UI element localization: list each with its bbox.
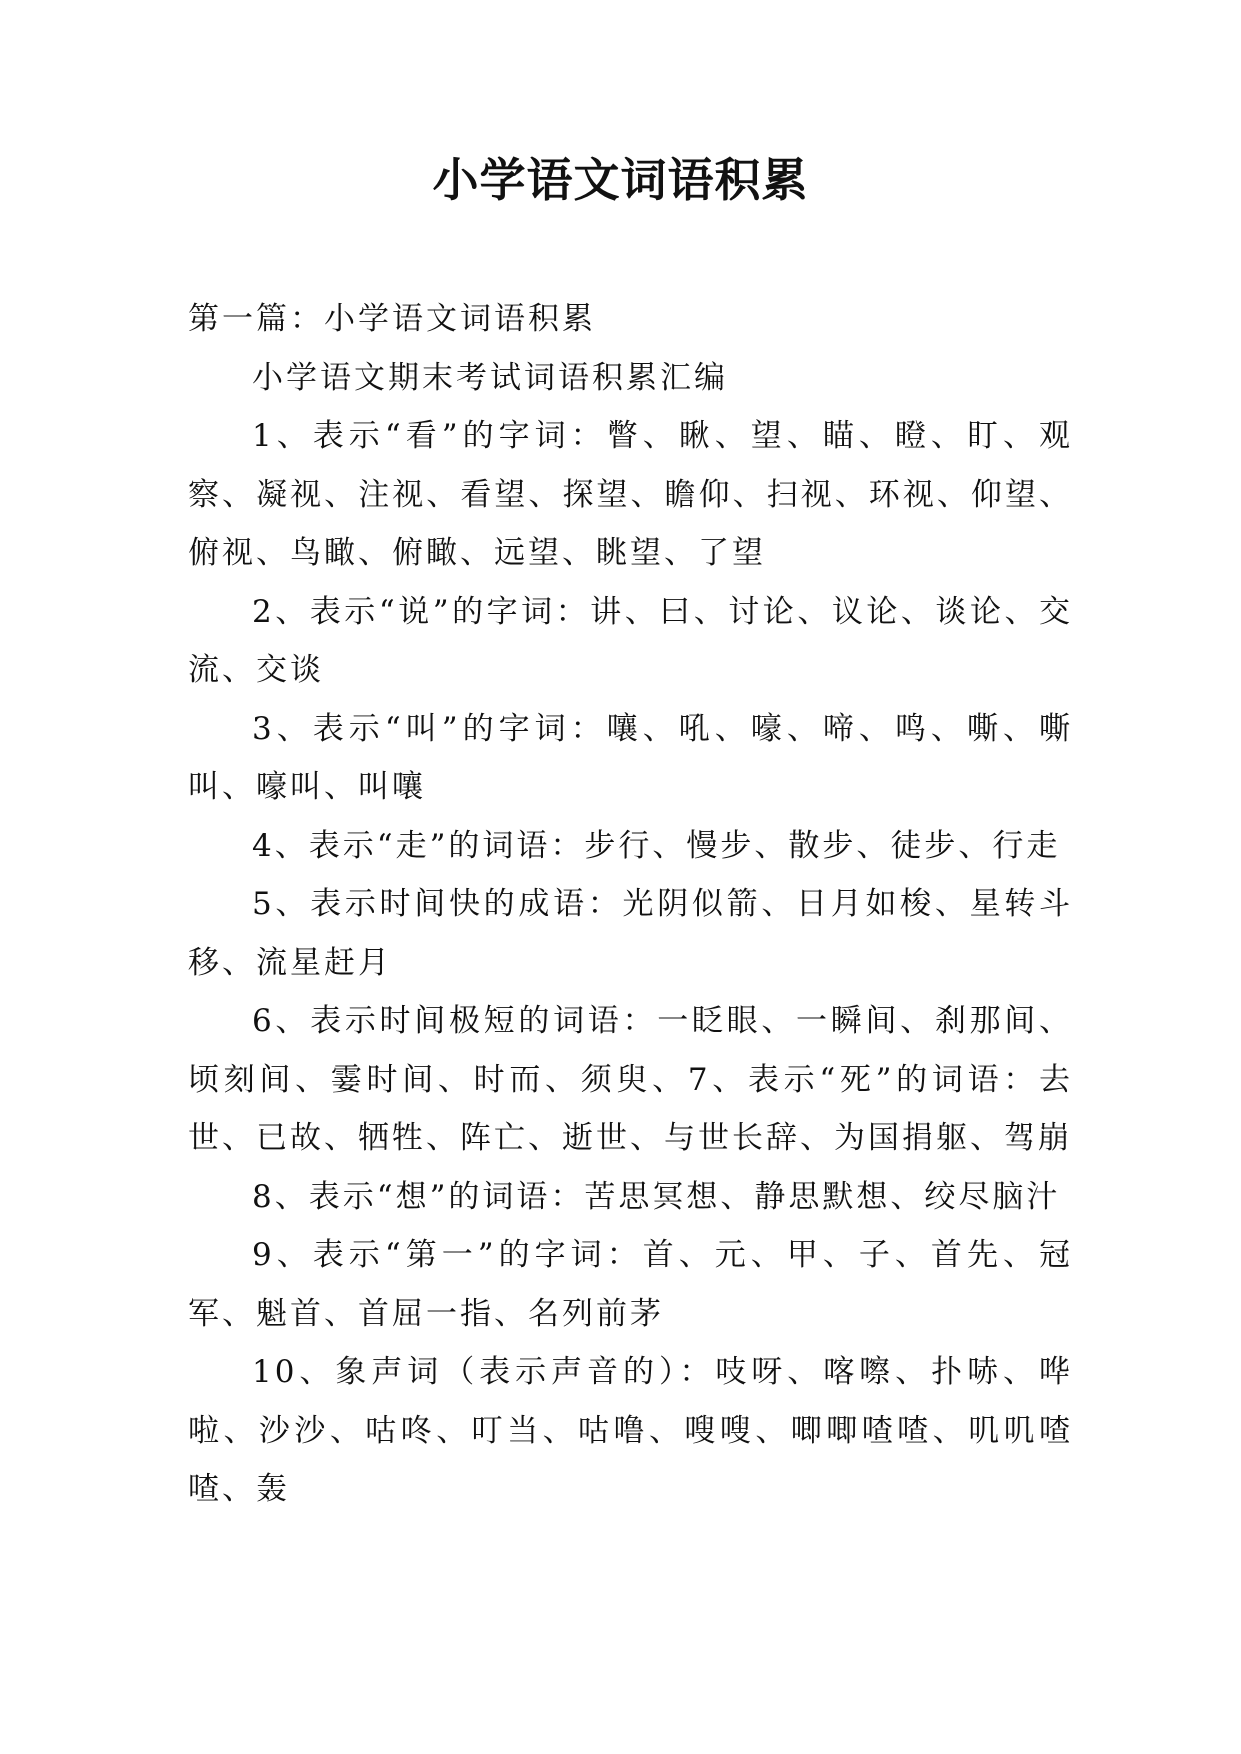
document-title: 小学语文词语积累	[432, 153, 809, 207]
list-item: 10、象声词（表示声音的）：吱呀、喀嚓、扑哧、哗啦、沙沙、咕咚、叮当、咕噜、嗖嗖、唧唧喳喳、叽叽喳喳、轰	[188, 1354, 1073, 1507]
list-item: 6、表示时间极短的词语：一眨眼、一瞬间、刹那间、顷刻间、霎时间、时而、须臾、7、表示“死”的词语：去世、已故、牺牲、阵亡、逝世、与世长辞、为国捐躯、驾崩	[188, 1003, 1073, 1156]
list-item: 1、表示“看”的字词：瞥、瞅、望、瞄、瞪、盯、观察、凝视、注视、看望、探望、瞻仰、扫视、环视、仰望、俯视、鸟瞰、俯瞰、远望、眺望、了望	[188, 418, 1073, 571]
section-heading: 第一篇：小学语文词语积累	[188, 301, 596, 337]
list-item: 9、表示“第一”的字词：首、元、甲、子、首先、冠军、魁首、首屈一指、名列前茅	[188, 1237, 1073, 1332]
list-item: 8、表示“想”的词语：苦思冥想、静思默想、绞尽脑汁	[252, 1178, 1061, 1215]
list-item: 3、表示“叫”的字词：嚷、吼、嚎、啼、鸣、嘶、嘶叫、嚎叫、叫嚷	[188, 710, 1073, 805]
list-item: 4、表示“走”的词语：步行、慢步、散步、徒步、行走	[252, 827, 1061, 864]
document-body	[188, 290, 1073, 1519]
list-item: 5、表示时间快的成语：光阴似箭、日月如梭、星转斗移、流星赶月	[188, 886, 1073, 981]
list-item: 2、表示“说”的字词：讲、曰、讨论、议论、谈论、交流、交谈	[188, 593, 1073, 688]
document-subtitle: 小学语文期末考试词语积累汇编	[252, 359, 728, 396]
